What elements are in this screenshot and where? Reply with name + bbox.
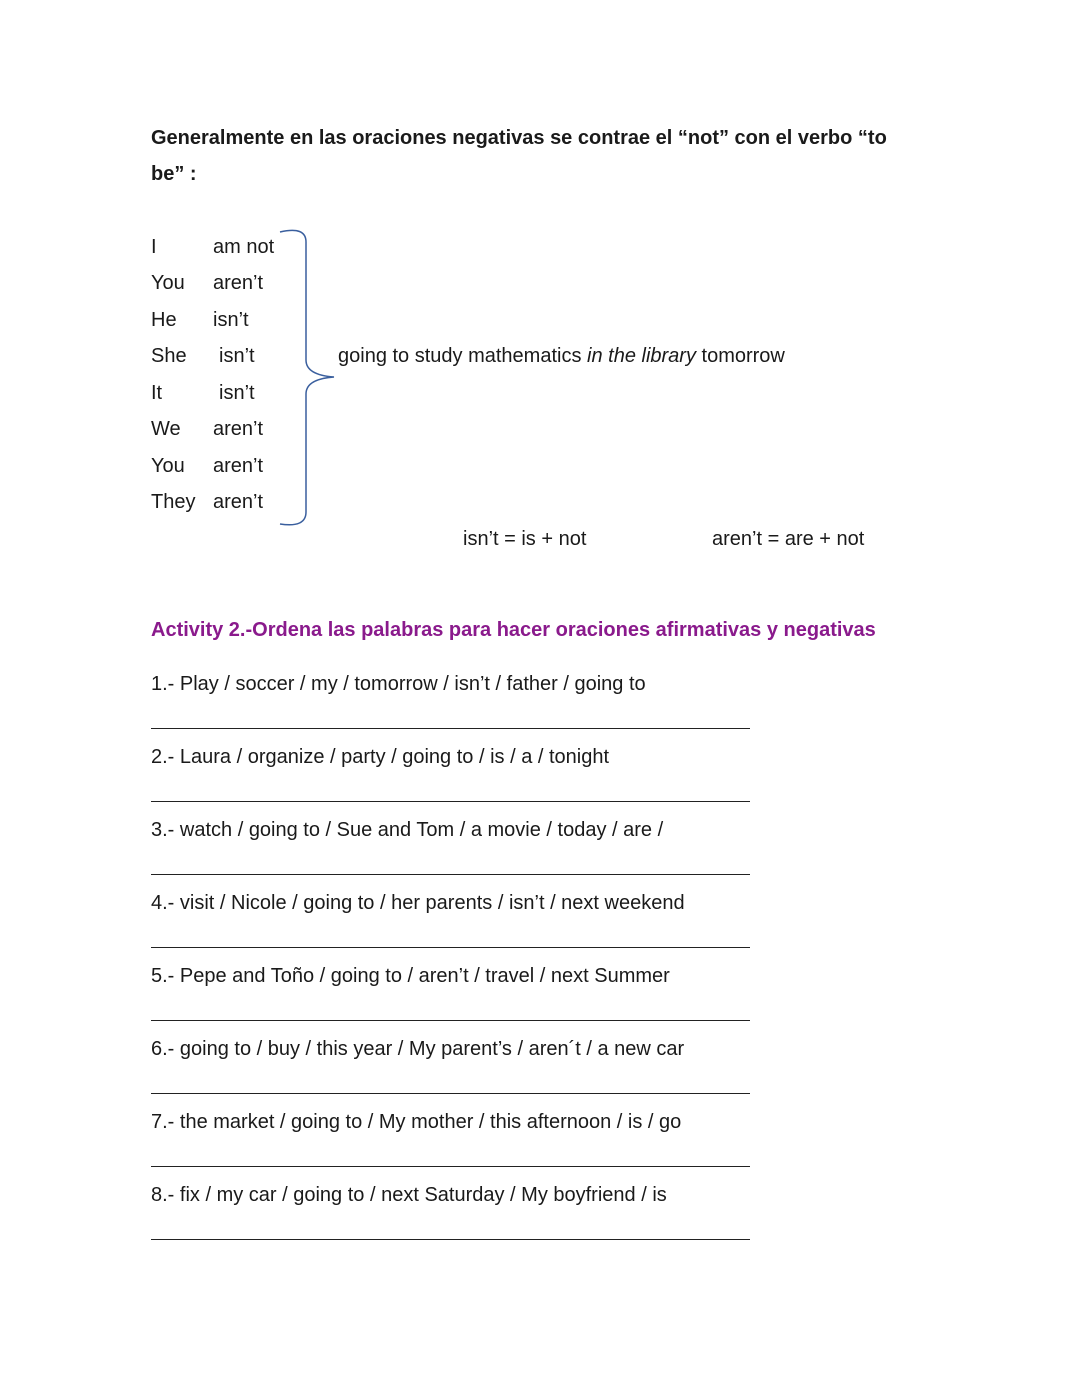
list-item: 2.- Laura / organize / party / going to / is / a / tonight (151, 746, 610, 768)
answer-line[interactable] (151, 728, 750, 729)
pronoun-it: It (151, 382, 163, 404)
pronoun-he: He (151, 309, 177, 331)
list-item: 1.- Play / soccer / my / tomorrow / isn’t / father / going to (151, 673, 646, 695)
list-item: 7.- the market / going to / My mother / this afternoon / is / go (151, 1111, 682, 1133)
list-item: 5.- Pepe and Toño / going to / aren’t / travel / next Summer (151, 965, 670, 987)
example-sentence (338, 344, 785, 368)
pronoun-you-plural: You (151, 455, 185, 477)
answer-line[interactable] (151, 1093, 750, 1094)
verb-you: aren’t (213, 272, 264, 294)
verb-we: aren’t (213, 418, 264, 440)
isnt-equation: isn’t = is + not (463, 528, 587, 550)
intro-line-1: Generalmente en las oraciones negativas se contrae el “not” con el verbo “to (151, 127, 887, 149)
answer-line[interactable] (151, 1239, 750, 1240)
list-item: 6.- going to / buy / this year / My parent’s / aren´t / a new car (151, 1038, 685, 1060)
verb-you-plural: aren’t (213, 455, 264, 477)
verb-he: isn’t (213, 309, 249, 331)
activity-title: Activity 2.-Ordena las palabras para hacer oraciones afirmativas y negativas (151, 619, 876, 641)
verb-it: isn’t (219, 382, 255, 404)
list-item: 4.- visit / Nicole / going to / her parents / isn’t / next weekend (151, 892, 685, 914)
intro-paragraph (151, 120, 951, 192)
verb-they: aren’t (213, 491, 264, 513)
pronoun-they: They (151, 491, 196, 513)
answer-line[interactable] (151, 1166, 750, 1167)
sentence-part-2: tomorrow (695, 345, 785, 367)
answer-line[interactable] (151, 801, 750, 802)
answer-line[interactable] (151, 1020, 750, 1021)
list-item: 8.- fix / my car / going to / next Saturday / My boyfriend / is (151, 1184, 667, 1206)
list-item: 3.- watch / going to / Sue and Tom / a movie / today / are / (151, 819, 664, 841)
answer-line[interactable] (151, 947, 750, 948)
pronoun-we: We (151, 418, 181, 440)
pronoun-i: I (151, 236, 157, 258)
answer-line[interactable] (151, 874, 750, 875)
curly-bracket (270, 222, 340, 532)
pronoun-she: She (151, 345, 187, 367)
intro-line-2: be” : (151, 163, 197, 185)
sentence-part-1: going to study mathematics (338, 345, 588, 367)
pronoun-you: You (151, 272, 185, 294)
arent-equation: aren’t = are + not (712, 528, 865, 550)
verb-she: isn’t (219, 345, 255, 367)
sentence-italic: in the library (587, 345, 696, 367)
verb-i: am not (213, 236, 275, 258)
